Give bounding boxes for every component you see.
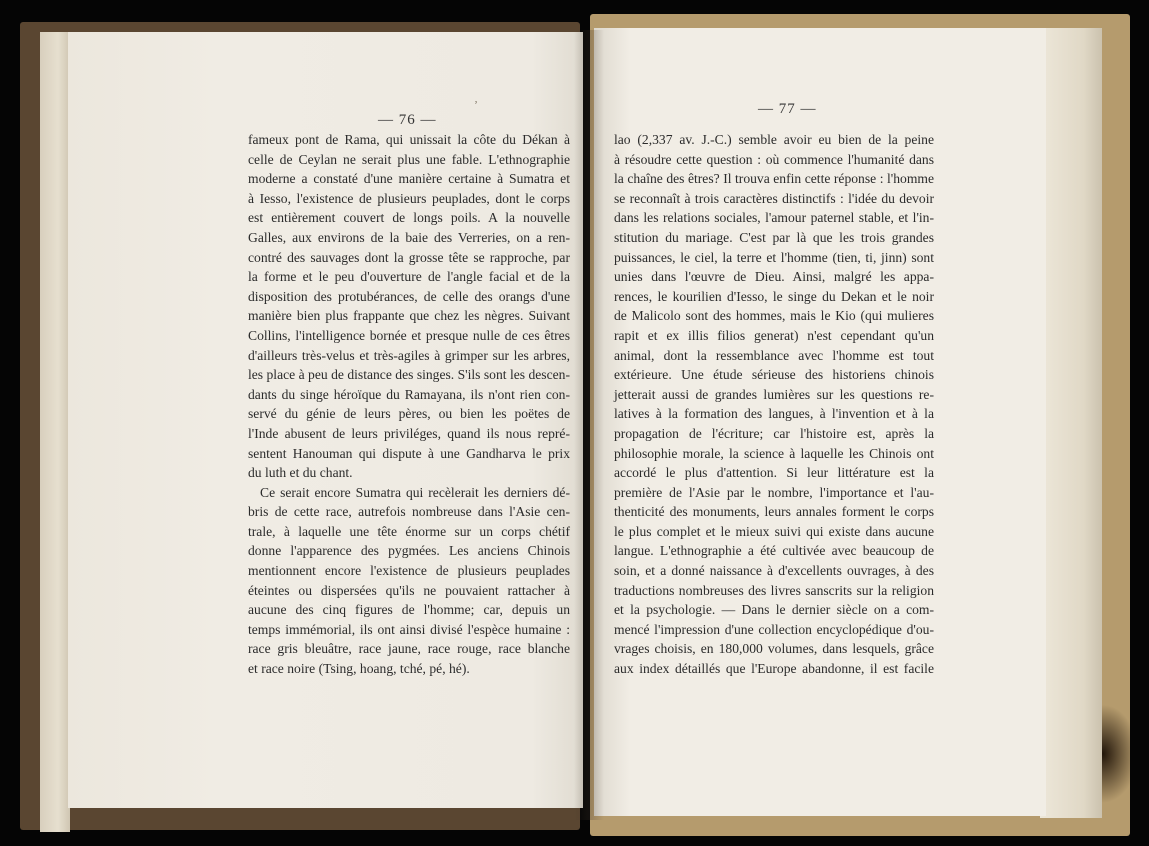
text-line: et la psychologie. — Dans le dernier siècle on a com- [614, 602, 934, 618]
text-line: trale, à laquelle une tête énorme sur un corps chétif [248, 523, 570, 539]
text-line: et race noire (Tsing, hoang, tché, pé, hé). [248, 661, 470, 677]
text-line: se reconnaît à trois caractères distinctifs : l'idée du devoir [614, 190, 934, 206]
text-line: les place à peu de distance des singes. S'ils sont les descen- [248, 367, 570, 383]
text-line: Galles, aux environs de la baie des Verreries, on a ren- [248, 229, 570, 245]
text-line: philosophie morale, la science à laquelle les Chinois ont [614, 445, 934, 461]
text-line: du luth et du chant. [248, 465, 353, 481]
text-line: est entièrement couvert de longs poils. A la nouvelle [248, 210, 570, 226]
text-line: temps immémorial, ils ont ainsi divisé l'espèce humaine : [248, 621, 570, 637]
text-line: celle de Ceylan ne serait plus une fable. L'ethnographie [248, 151, 570, 167]
text-line: Collins, l'intelligence bornée et presque nulle de ces êtres [248, 327, 570, 343]
text-line: donne l'apparence des pygmées. Les anciens Chinois [248, 543, 570, 559]
text-line: puissances, le ciel, la terre et l'homme (tien, ti, jinn) sont [614, 249, 934, 265]
text-line: aucune des cinq figures de l'homme; car, depuis un [248, 602, 570, 618]
text-line: dants du singe héroïque du Ramayana, ils n'ont rien con- [248, 386, 570, 402]
book-gutter [574, 30, 604, 820]
text-line: dans les relations sociales, l'amour paternel stable, et l'in- [614, 210, 934, 226]
text-line: mencé l'impression d'une collection encyclopédique d'ou- [614, 621, 934, 637]
right-page-text [614, 130, 934, 679]
text-line: aux index détaillés que l'Europe abandonne, il est facile [614, 661, 934, 677]
text-line: accordé le plus d'attention. Si leur littérature est la [614, 465, 934, 481]
text-line: thenticité des monuments, leurs annales forment le corps [614, 504, 934, 520]
page-number-left: — 76 — [378, 112, 437, 128]
text-line: animal, dont la ressemblance avec l'homme est tout [614, 347, 934, 363]
text-line: servé du génie de leurs pères, ou bien les poëtes de [248, 406, 570, 422]
text-line: langue. L'ethnographie a été cultivée avec beaucoup de [614, 543, 934, 559]
text-line: rences, le kourilien d'Iesso, le singe du Dekan et le noir [614, 288, 934, 304]
text-line: unies dans l'œuvre de Dieu. Ainsi, malgré les appa- [614, 269, 934, 285]
text-line: manière bien plus frappante que chez les nègres. Suivant [248, 308, 570, 324]
text-line: vrages choisis, en 180,000 volumes, dans lesquels, grâce [614, 641, 934, 657]
page-number-right: — 77 — [758, 101, 817, 117]
text-line: sentent Hanouman qui dispute à une Gandharva le prix [248, 445, 570, 461]
left-page-text [248, 130, 570, 679]
text-line: la forme et le peu d'ouverture de l'angle facial et de la [248, 269, 570, 285]
text-line: bris de cette race, autrefois nombreuse dans l'Asie cen- [248, 504, 570, 520]
right-page-edges [1040, 28, 1102, 818]
text-line: mentionnent encore l'existence de plusieurs peuplades [248, 563, 570, 579]
text-line: stitution du mariage. C'est par là que les trois grandes [614, 229, 934, 245]
text-line: l'Inde abusent de leurs priviléges, quand ils nous repré- [248, 425, 570, 441]
text-line: rapit et ex illis filios generat) n'est cependant qu'un [614, 327, 934, 343]
text-line: à Iesso, l'existence de plusieurs peuplades, dont le corps [248, 190, 570, 206]
text-line: éteintes ou dispersées qu'ils ne pouvaient rattacher à [248, 582, 570, 598]
text-line: disposition des protubérances, de celle des orangs d'une [248, 288, 570, 304]
text-line: la chaîne des êtres? Il trouva enfin cette réponse : l'homme [614, 171, 934, 187]
text-line: extérieure. Une étude sérieuse des historiens chinois [614, 367, 934, 383]
text-line: fameux pont de Rama, qui unissait la côte du Dékan à [248, 132, 570, 147]
stray-mark: ʼ [474, 98, 478, 112]
text-line: traductions nombreuses des livres sanscrits sur la religion [614, 582, 934, 598]
text-line: le plus complet et le mieux suivi qui existe dans aucune [614, 523, 934, 539]
text-line: moderne a constaté d'une manière certaine à Sumatra et [248, 171, 570, 187]
text-line: à résoudre cette question : où commence l'humanité dans [614, 151, 934, 167]
text-line: d'ailleurs très-velus et très-agiles à grimper sur les arbres, [248, 347, 570, 363]
text-line: première de l'Asie par le nombre, l'importance et l'au- [614, 484, 934, 500]
text-line: soin, et a donné naissance à d'excellents ouvrages, à des [614, 563, 934, 579]
text-line: race gris bleuâtre, race jaune, race rouge, race blanche [248, 641, 570, 657]
text-line: propagation de l'écriture; car l'histoire est, après la [614, 425, 934, 441]
text-line: latives à la formation des langues, à l'invention et à la [614, 406, 934, 422]
text-line: contré des sauvages dont la grosse tête se rapproche, par [248, 249, 570, 265]
text-line: lao (2,337 av. J.-C.) semble avoir eu bien de la peine [614, 132, 934, 147]
left-page-edges [40, 32, 70, 832]
text-line: jetterait aussi de grandes lumières sur les questions re- [614, 386, 934, 402]
text-line: de Malicolo sont des hommes, mais le Kio (qui mulieres [614, 308, 934, 324]
text-line: Ce serait encore Sumatra qui recèlerait les derniers dé- [260, 484, 570, 500]
